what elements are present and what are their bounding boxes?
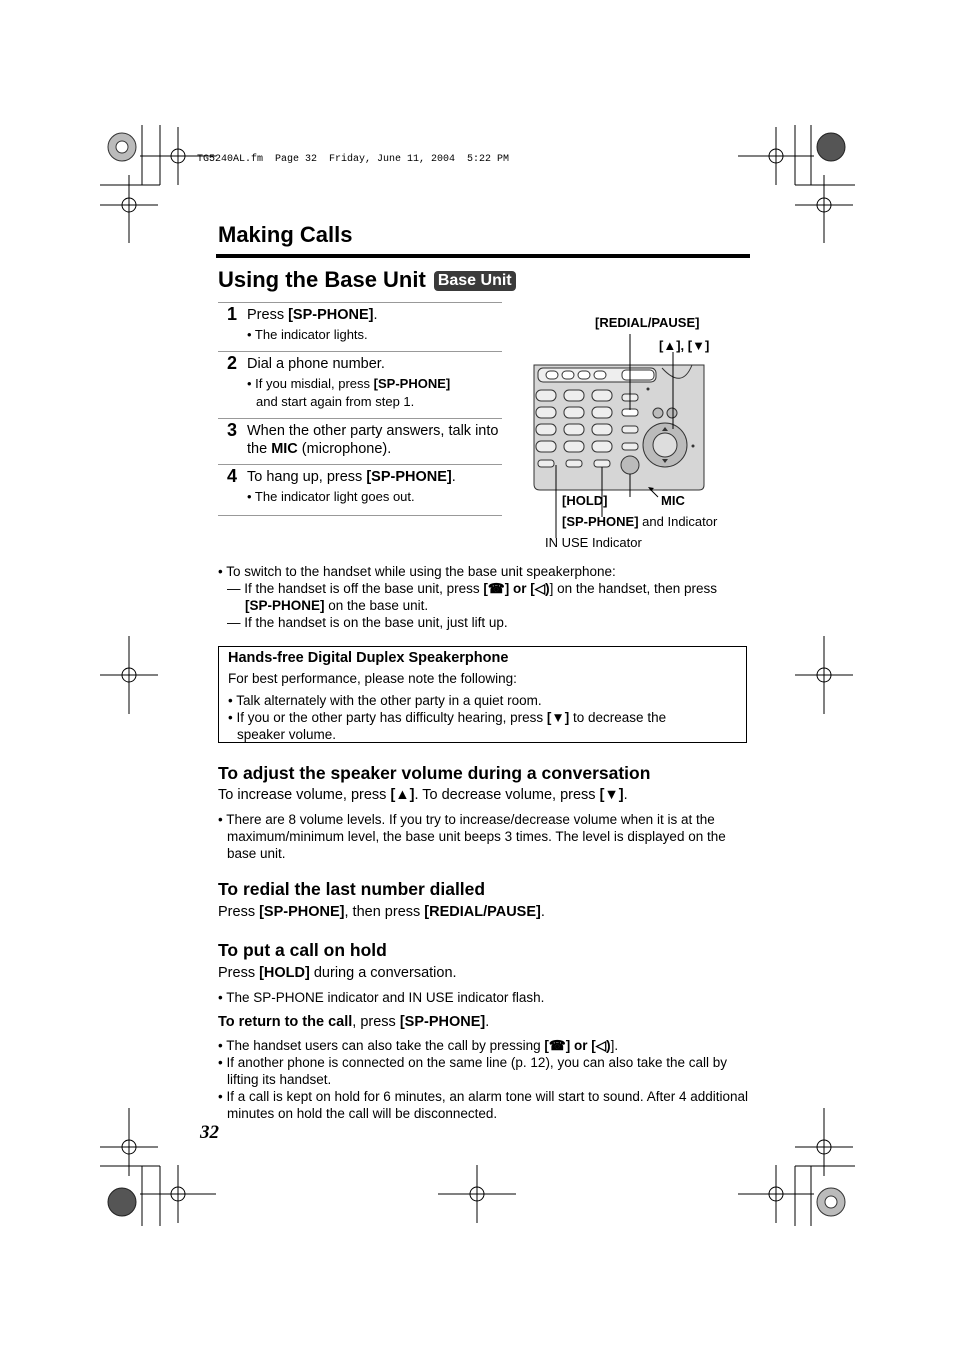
hold-instruction: Press [HOLD] during a conversation. <box>218 965 457 981</box>
base-unit-badge: Base Unit <box>434 271 516 291</box>
talk-icon: ☎ <box>548 1038 566 1053</box>
subsection-title-text: Using the Base Unit <box>218 267 426 292</box>
file-info: TG5240AL.fm Page 32 Friday, June 11, 2004 5:22 PM <box>197 154 510 165</box>
step-text: Press [SP-PHONE]. <box>247 307 378 323</box>
box-bullet: • Talk alternately with the other party in a quiet room. <box>228 693 542 708</box>
return-call-instruction: To return to the call, press [SP-PHONE]. <box>218 1014 490 1030</box>
up-down-label: [▲], [▼] <box>659 338 710 353</box>
step-4 <box>218 465 502 516</box>
step-note: • If you misdial, press [SP-PHONE] and start again from step 1. <box>247 376 451 409</box>
redial-instruction: Press [SP-PHONE], then press [REDIAL/PAUSE]. <box>218 904 545 920</box>
speaker-icon: ◁) <box>595 1038 611 1053</box>
step-number: 1 <box>227 304 238 324</box>
hold-note: • The SP-PHONE indicator and IN USE indicator flash. <box>218 990 545 1005</box>
step-3 <box>218 419 502 465</box>
step-note: • The indicator light goes out. <box>247 489 415 504</box>
step-number: 2 <box>227 353 238 373</box>
speakerphone-info-box <box>218 646 747 743</box>
step-text: When the other party answers, talk into the MIC (microphone). <box>247 423 499 457</box>
hold-notes: • The handset users can also take the call by pressing [☎] or [◁)]. • If another phone is connected on the same line (p. 12), you can also take the call by lifting its handset. • If a call is kept on hold for 6 minutes, an alarm tone will start to sound. After 4 additional minutes on hold the call will be disconnected. <box>218 1038 749 1121</box>
redial-heading: To redial the last number dialled <box>218 879 486 899</box>
mic-label: MIC <box>661 493 685 508</box>
hold-heading: To put a call on hold <box>218 940 387 960</box>
step-text: Dial a phone number. <box>247 356 385 372</box>
sp-phone-indicator-label: [SP-PHONE] and Indicator <box>562 514 718 529</box>
step-number: 3 <box>227 420 238 440</box>
step-1 <box>218 303 502 352</box>
volume-instruction: To increase volume, press [▲]. To decrease volume, press [▼]. <box>218 787 628 803</box>
section-title: Making Calls <box>218 222 353 247</box>
box-title: Hands-free Digital Duplex Speakerphone <box>228 650 509 666</box>
step-number: 4 <box>227 466 238 486</box>
volume-heading: To adjust the speaker volume during a conversation <box>218 763 651 783</box>
subsection-title <box>218 267 516 293</box>
handset-switch-notes: • To switch to the handset while using the base unit speakerphone: — If the handset is off the base unit, press [☎] or [◁)] on the handset, then press [SP-PHONE] on the base unit. — If the handset is on the base unit, just lift up. <box>218 564 717 630</box>
hold-label: [HOLD] <box>562 493 608 508</box>
volume-notes: • There are 8 volume levels. If you try to increase/decrease volume when it is at the maximum/minimum level, the base unit beeps 3 times. The level is displayed on the base unit. <box>218 812 726 861</box>
box-intro: For best performance, please note the following: <box>228 671 517 686</box>
talk-icon: ☎ <box>487 581 505 596</box>
redial-pause-label: [REDIAL/PAUSE] <box>595 315 700 330</box>
page-number: 32 <box>200 1122 219 1143</box>
base-unit-diagram <box>532 310 752 560</box>
speaker-icon: ◁) <box>534 581 550 596</box>
step-text: To hang up, press [SP-PHONE]. <box>247 469 456 485</box>
step-2 <box>218 352 502 419</box>
box-bullet: • If you or the other party has difficulty hearing, press [▼] to decrease the <box>228 710 667 725</box>
box-bullet-cont: speaker volume. <box>237 727 337 742</box>
in-use-indicator-label: IN USE Indicator <box>545 535 642 550</box>
steps-list <box>218 302 502 516</box>
section-rule <box>216 254 750 258</box>
step-note: • The indicator lights. <box>247 327 368 342</box>
